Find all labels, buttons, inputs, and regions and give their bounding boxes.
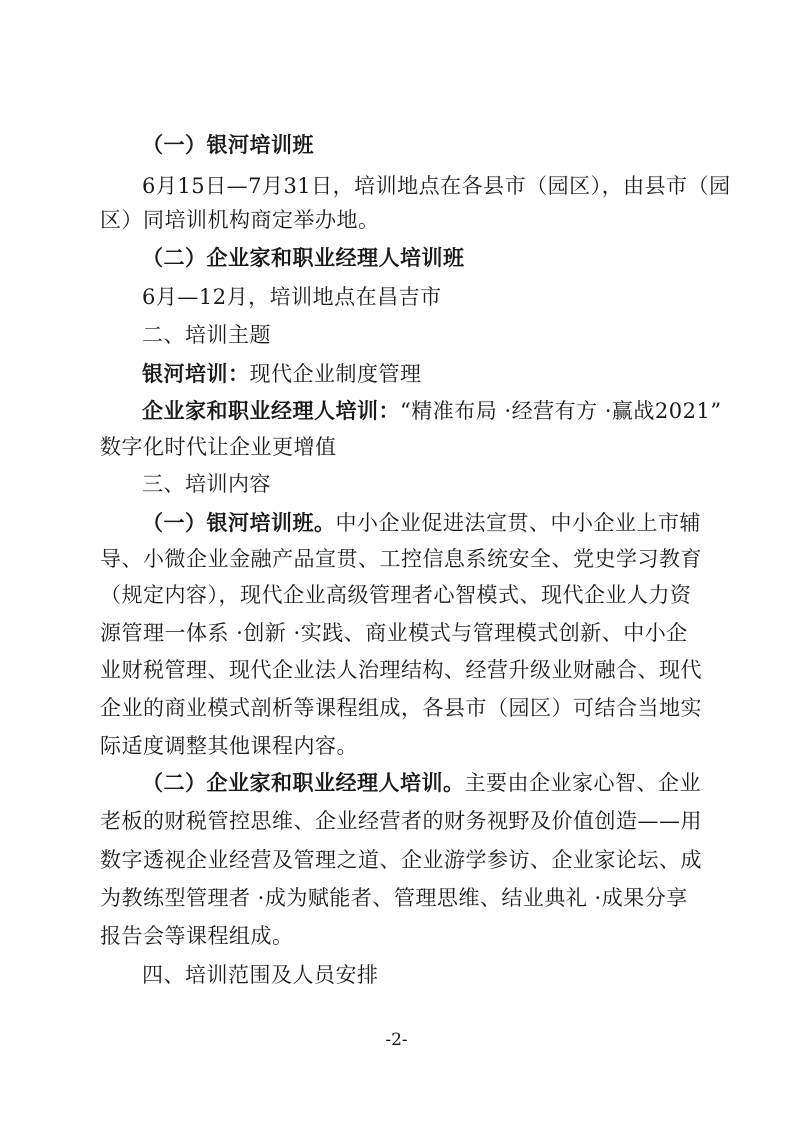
section-heading-content: 三、培训内容 — [142, 472, 271, 496]
paragraph-line: （规定内容），现代企业高级管理者心智模式、现代企业人力资 — [100, 583, 692, 607]
theme-entrepreneur-text: “精准布局 ·经营有方 ·赢战2021” — [400, 399, 722, 423]
section-heading-theme: 二、培训主题 — [142, 323, 271, 347]
section-heading-scope: 四、培训范围及人员安排 — [142, 963, 379, 987]
paragraph-line: 6月15日—7月31日，培训地点在各县市（园区），由县市（园 — [142, 174, 731, 198]
content-galaxy-first-line — [142, 510, 701, 536]
paragraph-line: 际适度调整其他课程内容。 — [100, 734, 358, 758]
content-galaxy-text: 中小企业促进法宣贯、中小企业上市辅 — [335, 511, 701, 535]
paragraph-line: 企业的商业模式剖析等课程组成，各县市（园区）可结合当地实 — [100, 696, 702, 720]
content-entrepreneur-label: （二）企业家和职业经理人培训。 — [142, 771, 465, 795]
theme-galaxy — [142, 361, 422, 387]
theme-entrepreneur — [142, 398, 722, 424]
subheading-galaxy-class: （一）银河培训班 — [142, 133, 314, 157]
paragraph-line: 6月—12月，培训地点在昌吉市 — [142, 285, 442, 309]
content-galaxy-label: （一）银河培训班。 — [142, 511, 336, 535]
theme-galaxy-label: 银河培训： — [142, 362, 250, 386]
theme-galaxy-text: 现代企业制度管理 — [249, 362, 422, 386]
content-entrepreneur-first-line — [142, 770, 701, 796]
page-number: -2- — [385, 1030, 408, 1050]
paragraph-line: 导、小微企业金融产品宣贯、工控信息系统安全、党史学习教育 — [100, 547, 702, 571]
paragraph-line: 业财税管理、现代企业法人治理结构、经营升级业财融合、现代 — [100, 658, 702, 682]
subheading-entrepreneur-class: （二）企业家和职业经理人培训班 — [142, 246, 465, 270]
theme-entrepreneur-label: 企业家和职业经理人培训： — [142, 399, 400, 423]
paragraph-line: 数字化时代让企业更增值 — [100, 435, 337, 459]
paragraph-line: 报告会等课程组成。 — [100, 924, 294, 948]
paragraph-line: 老板的财税管控思维、企业经营者的财务视野及价值创造——用 — [100, 809, 702, 833]
paragraph-line: 数字透视企业经营及管理之道、企业游学参访、企业家论坛、成 — [100, 848, 702, 872]
paragraph-line: 为教练型管理者 ·成为赋能者、管理思维、结业典礼 ·成果分享 — [100, 886, 688, 910]
content-entrepreneur-text: 主要由企业家心智、企业 — [464, 771, 701, 795]
paragraph-line: 区）同培训机构商定举办地。 — [100, 208, 380, 232]
paragraph-line: 源管理一体系 ·创新 ·实践、商业模式与管理模式创新、中小企 — [100, 621, 688, 645]
